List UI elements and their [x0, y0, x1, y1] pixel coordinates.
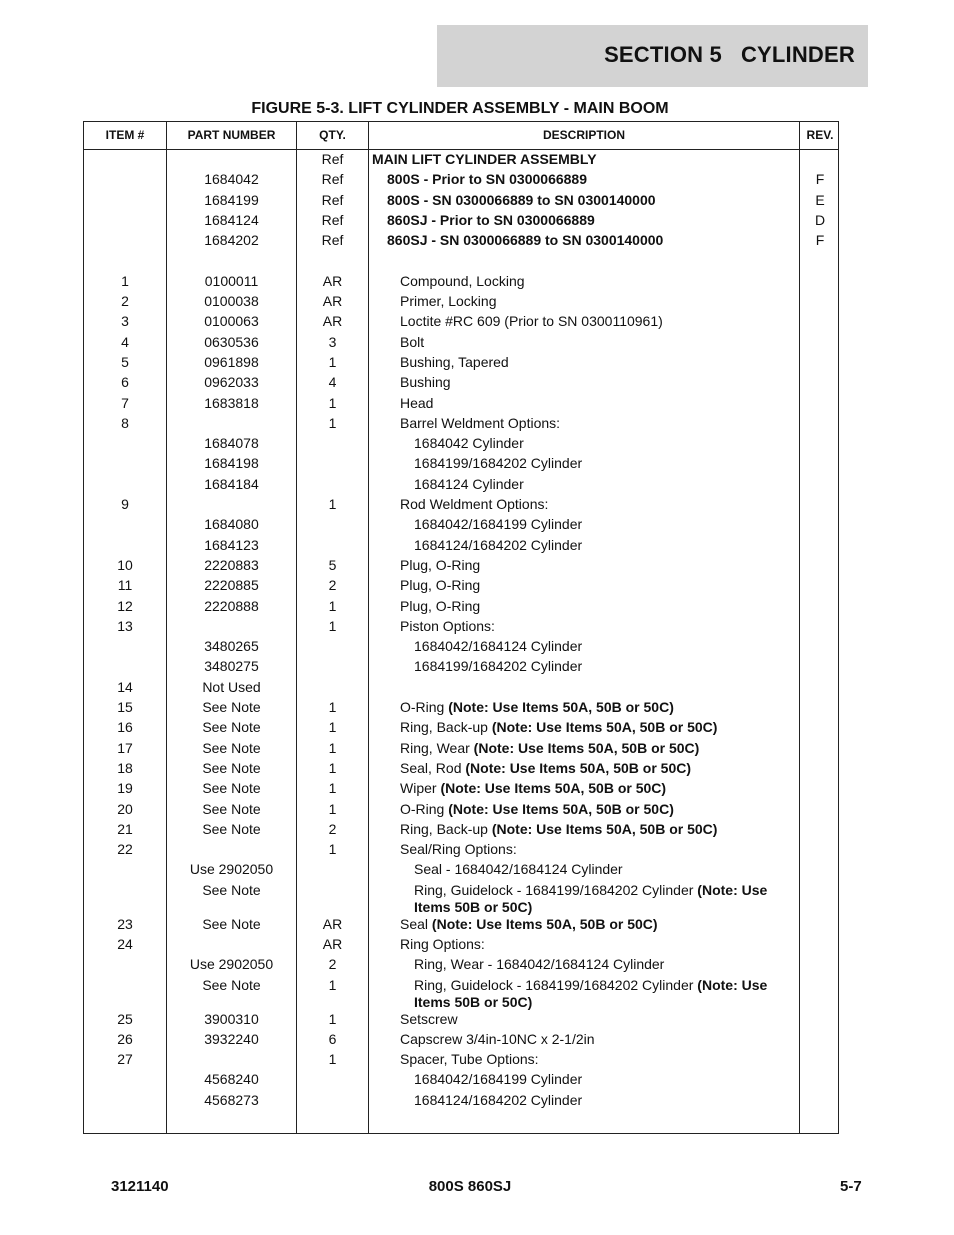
part-number: See Note: [202, 881, 261, 898]
part-number: Use 2902050: [189, 956, 274, 973]
quantity: AR: [322, 293, 343, 310]
table-row: [84, 1092, 838, 1112]
description-text: Setscrew: [400, 1010, 458, 1027]
quantity: 2: [328, 820, 337, 837]
table-row: [84, 916, 838, 936]
description-bold-text: (Note: Use Items 50B or 50C): [414, 976, 768, 1010]
quantity: AR: [322, 272, 343, 289]
description: [372, 618, 800, 635]
description-bold-text: (Note: Use Items 50A, 50B or 50C): [448, 699, 674, 716]
item-number: 7: [121, 394, 129, 411]
item-number: 24: [117, 935, 133, 952]
description-text: 1684042/1684199 Cylinder: [414, 516, 583, 533]
part-number: 0100063: [204, 313, 259, 330]
description-text: Ring, Wear: [400, 739, 474, 756]
part-number: See Note: [202, 976, 261, 993]
description: [372, 977, 789, 1011]
description-text: Spacer, Tube Options:: [400, 1051, 539, 1068]
item-number: 9: [121, 496, 129, 513]
table-row: [84, 435, 838, 455]
description-text: Plug, O-Ring: [400, 556, 481, 573]
description: [372, 821, 800, 838]
quantity: 1: [328, 394, 337, 411]
header-item: ITEM #: [105, 128, 145, 142]
quantity: 1: [328, 1051, 337, 1068]
description-text: Head: [400, 394, 434, 411]
description: [372, 151, 772, 168]
quantity: AR: [322, 313, 343, 330]
part-number: 0100038: [204, 293, 259, 310]
table-row: [84, 760, 838, 780]
part-number: 1684123: [204, 536, 259, 553]
table-header: [84, 122, 838, 150]
description-bold-text: 860SJ - Prior to SN 0300066889: [387, 211, 595, 228]
description-text: Seal - 1684042/1684124 Cylinder: [414, 861, 623, 878]
table-row: [84, 354, 838, 374]
quantity: 1: [328, 1010, 337, 1027]
table-row: [84, 171, 838, 191]
description-text: Barrel Weldment Options:: [400, 414, 561, 431]
part-number: See Note: [202, 739, 261, 756]
revision: F: [815, 171, 825, 188]
quantity: 1: [328, 841, 337, 858]
description: [372, 435, 814, 452]
part-number: 3932240: [204, 1030, 259, 1047]
part-number: 2220883: [204, 556, 259, 573]
part-number: 1684078: [204, 435, 259, 452]
item-number: 17: [117, 739, 133, 756]
description-text: 1684042/1684124 Cylinder: [414, 638, 583, 655]
description: [372, 841, 800, 858]
header-description: DESCRIPTION: [542, 128, 625, 142]
description: [372, 1031, 800, 1048]
quantity: Ref: [321, 211, 344, 228]
description-text: Ring, Guidelock - 1684199/1684202 Cylinder: [414, 976, 698, 993]
description-bold-text: 860SJ - SN 0300066889 to SN 0300140000: [387, 232, 664, 249]
description-text: Rod Weldment Options:: [400, 496, 549, 513]
header-rev: REV.: [806, 128, 834, 142]
description-text: 1684124 Cylinder: [414, 475, 524, 492]
quantity: 1: [328, 353, 337, 370]
item-number: 26: [117, 1030, 133, 1047]
description: [372, 232, 787, 249]
description: [372, 760, 800, 777]
part-number: 0630536: [204, 333, 259, 350]
description-text: Ring, Back-up: [400, 820, 492, 837]
table-row: [84, 192, 838, 212]
item-number: 25: [117, 1010, 133, 1027]
quantity: Ref: [321, 151, 344, 167]
table-row: [84, 598, 838, 618]
description-text: Ring Options:: [400, 935, 485, 952]
item-number: 20: [117, 800, 133, 817]
table-row: [84, 658, 838, 678]
description: [372, 1011, 800, 1028]
quantity: Ref: [321, 191, 344, 208]
description: [372, 293, 800, 310]
part-number: 1684184: [204, 475, 259, 492]
item-number: 4: [121, 333, 129, 350]
description-text: Primer, Locking: [400, 293, 497, 310]
part-number: 4568273: [204, 1091, 259, 1108]
item-number: 21: [117, 820, 133, 837]
description: [372, 598, 800, 615]
description-text: 1684124/1684202 Cylinder: [414, 1091, 583, 1108]
description: [372, 171, 787, 188]
description: [372, 577, 800, 594]
table-row: [84, 1011, 838, 1031]
description: [372, 780, 800, 797]
description-text: Compound, Locking: [400, 272, 525, 289]
quantity: Ref: [321, 171, 344, 188]
part-number: 3480275: [204, 658, 259, 675]
table-row: [84, 801, 838, 821]
table-row: [84, 1051, 838, 1071]
quantity: 2: [328, 956, 337, 973]
item-number: 8: [121, 414, 129, 431]
part-number: 0961898: [204, 353, 259, 370]
description-text: Bushing: [400, 374, 451, 391]
description-text: Bushing, Tapered: [400, 353, 509, 370]
item-number: 1: [121, 272, 129, 289]
table-row: [84, 496, 838, 516]
quantity: 1: [328, 597, 337, 614]
description-text: 1684042 Cylinder: [414, 435, 524, 452]
description-bold-text: (Note: Use Items 50B or 50C): [414, 881, 768, 915]
description-bold-text: (Note: Use Items 50A, 50B or 50C): [491, 820, 718, 837]
description-text: Piston Options:: [400, 617, 495, 634]
part-number: See Note: [202, 780, 261, 797]
item-number: 13: [117, 617, 133, 634]
quantity: 4: [328, 374, 337, 391]
description: [372, 638, 814, 655]
description: [372, 516, 814, 533]
item-number: 22: [117, 841, 133, 858]
description-text: 1684042/1684199 Cylinder: [414, 1071, 583, 1088]
section-title: SECTION 5 CYLINDER: [604, 42, 855, 67]
quantity: 1: [328, 739, 337, 756]
quantity: 2: [328, 577, 337, 594]
table-row: [84, 638, 838, 658]
description-text: O-Ring: [400, 699, 449, 716]
item-number: 3: [121, 313, 129, 330]
description: [372, 1071, 814, 1088]
item-number: 14: [117, 678, 133, 695]
item-number: 6: [121, 374, 129, 391]
quantity: 1: [328, 414, 337, 431]
description: [372, 936, 800, 953]
description: [372, 313, 800, 330]
description-text: O-Ring: [400, 800, 449, 817]
part-number: 0962033: [204, 374, 259, 391]
description-text: Seal, Rod: [400, 759, 466, 776]
part-number: 1684199: [204, 191, 259, 208]
part-number: 1684124: [204, 211, 259, 228]
item-number: 16: [117, 719, 133, 736]
table-row: [84, 740, 838, 760]
description-bold-text: (Note: Use Items 50A, 50B or 50C): [465, 759, 692, 776]
table-row: [84, 537, 838, 557]
table-row: [84, 577, 838, 597]
revision: E: [815, 191, 825, 208]
item-number: 2: [121, 293, 129, 310]
table-row: [84, 293, 838, 313]
parts-table: [83, 121, 839, 1134]
description-text: 1684124/1684202 Cylinder: [414, 536, 583, 553]
description: [372, 496, 800, 513]
table-row: [84, 679, 838, 699]
quantity: AR: [322, 935, 343, 952]
description-text: Plug, O-Ring: [400, 577, 481, 594]
item-number: 11: [117, 577, 133, 594]
table-row: [84, 334, 838, 354]
table-row: [84, 557, 838, 577]
part-number: See Note: [202, 915, 261, 932]
description: [372, 192, 787, 209]
description: [372, 476, 814, 493]
description-text: Ring, Wear - 1684042/1684124 Cylinder: [414, 956, 665, 973]
header-part-number: PART NUMBER: [187, 128, 276, 142]
description: [372, 354, 800, 371]
part-number: 4568240: [204, 1071, 259, 1088]
part-number: See Note: [202, 820, 261, 837]
description-text: 1684199/1684202 Cylinder: [414, 455, 583, 472]
item-number: 27: [117, 1051, 133, 1068]
description-text: Capscrew 3/4in-10NC x 2-1/2in: [400, 1030, 595, 1047]
description-text: Ring, Guidelock - 1684199/1684202 Cylinder: [414, 881, 698, 898]
description-bold-text: (Note: Use Items 50A, 50B or 50C): [473, 739, 700, 756]
table-row: [84, 821, 838, 841]
description: [372, 719, 800, 736]
description-text: Seal/Ring Options:: [400, 841, 517, 858]
table-row: [84, 699, 838, 719]
footer-page-number: 5-7: [840, 1178, 862, 1195]
description: [372, 861, 814, 878]
description: [372, 273, 800, 290]
part-number: See Note: [202, 719, 261, 736]
description-text: Wiper: [400, 780, 441, 797]
description-bold-text: (Note: Use Items 50A, 50B or 50C): [440, 780, 667, 797]
table-row: [84, 476, 838, 496]
quantity: 5: [328, 556, 337, 573]
description: [372, 395, 800, 412]
table-body: [84, 150, 838, 1112]
table-row: [84, 719, 838, 739]
table-row: [84, 936, 838, 956]
header-qty: QTY.: [319, 128, 346, 142]
description: [372, 374, 800, 391]
table-row: [84, 313, 838, 333]
description: [372, 882, 789, 916]
part-number: 2220885: [204, 577, 259, 594]
description-bold-text: MAIN LIFT CYLINDER ASSEMBLY: [372, 151, 597, 167]
description: [372, 658, 814, 675]
description-text: 1684199/1684202 Cylinder: [414, 658, 583, 675]
item-number: 15: [117, 699, 133, 716]
description: [372, 1092, 814, 1109]
table-row: [84, 956, 838, 976]
table-row: [84, 374, 838, 394]
description: [372, 415, 800, 432]
part-number: 3480265: [204, 638, 259, 655]
quantity: 1: [328, 800, 337, 817]
part-number: 1683818: [204, 394, 259, 411]
section-header: [437, 25, 868, 87]
table-row: [84, 516, 838, 536]
description-bold-text: (Note: Use Items 50A, 50B or 50C): [431, 915, 658, 932]
description-bold-text: (Note: Use Items 50A, 50B or 50C): [448, 800, 674, 817]
part-number: See Note: [202, 699, 261, 716]
quantity: AR: [322, 915, 343, 932]
description: [372, 956, 814, 973]
quantity: 1: [328, 759, 337, 776]
description: [372, 1051, 800, 1068]
description: [372, 455, 814, 472]
quantity: 1: [328, 780, 337, 797]
description-text: Ring, Back-up: [400, 719, 492, 736]
item-number: 23: [117, 915, 133, 932]
part-number: 1684042: [204, 171, 259, 188]
quantity: 1: [328, 496, 337, 513]
table-row: [84, 780, 838, 800]
description: [372, 212, 787, 229]
quantity: 3: [328, 333, 337, 350]
table-row: [84, 1031, 838, 1051]
table-row: [84, 1071, 838, 1091]
quantity: 1: [328, 617, 337, 634]
description: [372, 334, 800, 351]
part-number: 1684202: [204, 232, 259, 249]
description: [372, 740, 800, 757]
item-number: 18: [117, 759, 133, 776]
description-bold-text: 800S - Prior to SN 0300066889: [387, 171, 588, 188]
part-number: 0100011: [204, 272, 259, 289]
quantity: Ref: [321, 232, 344, 249]
description-text: Plug, O-Ring: [400, 597, 481, 614]
part-number: Use 2902050: [189, 861, 274, 878]
part-number: 3900310: [204, 1010, 259, 1027]
description: [372, 916, 800, 933]
quantity: 1: [328, 976, 337, 993]
table-row: [84, 212, 838, 232]
table-row: [84, 395, 838, 415]
part-number: See Note: [202, 800, 261, 817]
part-number: 1684080: [204, 516, 259, 533]
description-bold-text: (Note: Use Items 50A, 50B or 50C): [491, 719, 718, 736]
part-number: 1684198: [204, 455, 259, 472]
description: [372, 537, 814, 554]
description-bold-text: 800S - SN 0300066889 to SN 0300140000: [387, 191, 656, 208]
table-row: [84, 415, 838, 435]
table-row: [84, 232, 838, 252]
table-row: [84, 861, 838, 881]
quantity: 1: [328, 699, 337, 716]
table-row: [84, 273, 838, 293]
table-row: [84, 151, 838, 171]
description-text: Loctite #RC 609 (Prior to SN 0300110961): [400, 313, 663, 330]
table-row: [84, 841, 838, 861]
table-row: [84, 882, 838, 916]
part-number: Not Used: [202, 678, 261, 695]
quantity: 6: [328, 1030, 337, 1047]
footer-models: 800S 860SJ: [428, 1178, 512, 1195]
description: [372, 557, 800, 574]
figure-title: FIGURE 5-3. LIFT CYLINDER ASSEMBLY - MAIN BOOM: [251, 100, 669, 117]
part-number: 2220888: [204, 597, 259, 614]
description-text: Bolt: [400, 333, 425, 350]
table-row: [84, 252, 838, 272]
revision: F: [815, 232, 825, 249]
description-text: Seal: [400, 915, 432, 932]
table-row: [84, 455, 838, 475]
revision: D: [814, 211, 826, 228]
footer-doc-number: 3121140: [111, 1178, 169, 1195]
part-number: See Note: [202, 759, 261, 776]
item-number: 10: [117, 556, 133, 573]
description: [372, 699, 800, 716]
item-number: 19: [117, 780, 133, 797]
table-row: [84, 977, 838, 1011]
quantity: 1: [328, 719, 337, 736]
table-row: [84, 618, 838, 638]
item-number: 5: [121, 353, 129, 370]
item-number: 12: [117, 597, 133, 614]
description: [372, 801, 800, 818]
